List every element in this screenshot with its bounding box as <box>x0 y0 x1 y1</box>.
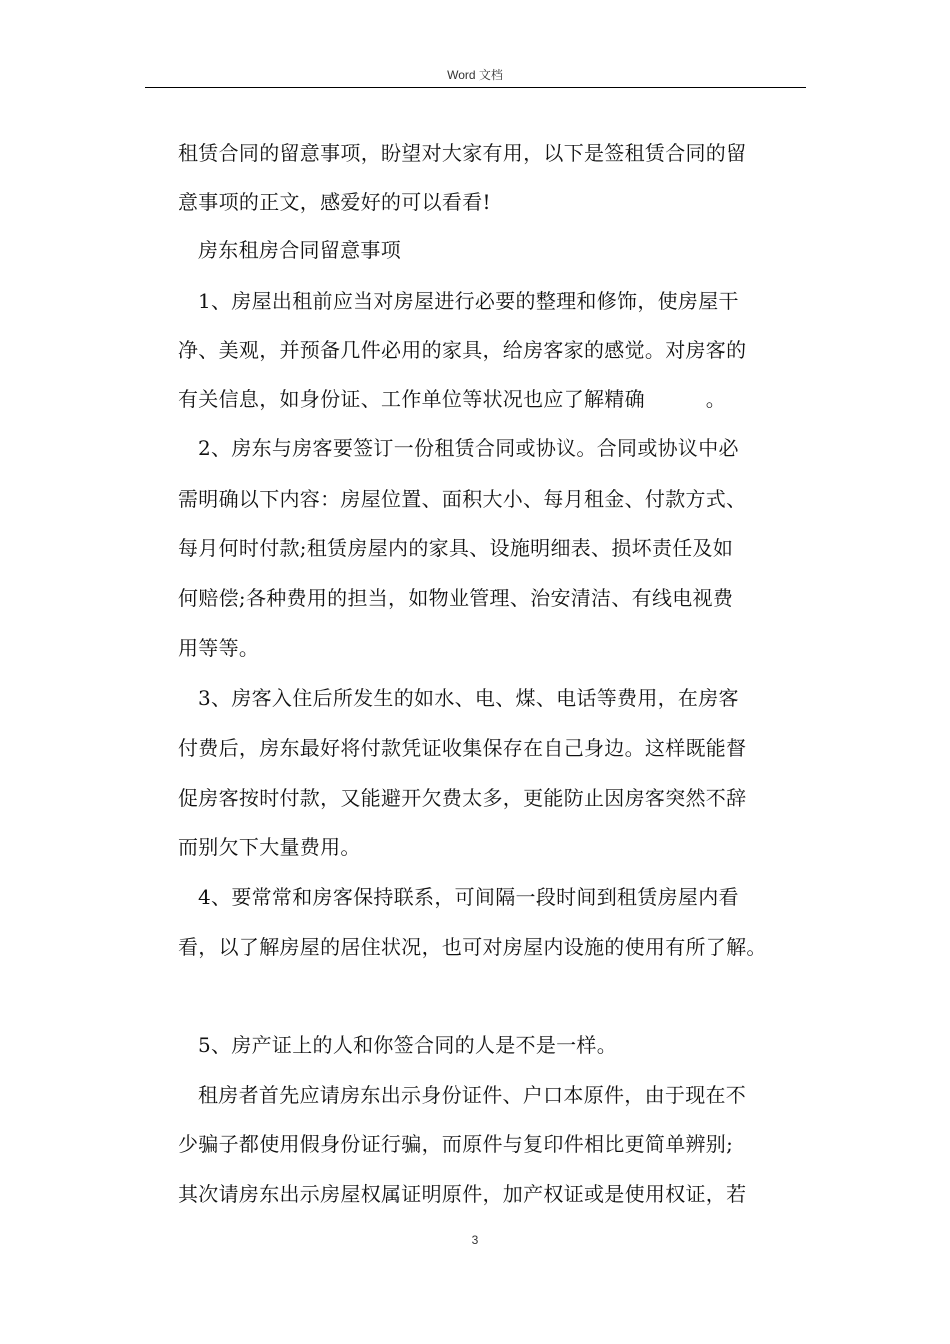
body-line: 其次请房东出示房屋权属证明原件，加产权证或是使用权证，若 <box>178 1182 747 1206</box>
body-line: 租房者首先应请房东出示身份证件、户口本原件，由于现在不 <box>198 1083 747 1107</box>
body-line: 3、房客入住后所发生的如水、电、煤、电话等费用，在房客 <box>198 686 739 710</box>
page-header: Word 文档 <box>447 68 503 82</box>
body-line: 意事项的正文，感爱好的可以看看! <box>178 190 491 214</box>
body-line: 有关信息，如身份证、工作单位等状况也应了解精确 。 <box>178 387 727 411</box>
body-line: 看，以了解房屋的居住状况，也可对房屋内设施的使用有所了解。 <box>178 935 767 959</box>
body-line: 促房客按时付款，又能避开欠费太多，更能防止因房客突然不辞 <box>178 786 747 810</box>
page-number: 3 <box>471 1233 479 1247</box>
body-line: 2、房东与房客要签订一份租赁合同或协议。合同或协议中必 <box>198 436 739 460</box>
body-line: 付费后，房东最好将付款凭证收集保存在自己身边。这样既能督 <box>178 736 747 760</box>
header-divider <box>145 87 806 88</box>
body-line: 每月何时付款;租赁房屋内的家具、设施明细表、损坏责任及如 <box>178 536 734 560</box>
body-line: 1、房屋出租前应当对房屋进行必要的整理和修饰，使房屋干 <box>198 289 739 313</box>
body-line: 5、房产证上的人和你签合同的人是不是一样。 <box>198 1033 618 1057</box>
body-line: 而别欠下大量费用。 <box>178 835 361 859</box>
body-line: 用等等。 <box>178 636 260 660</box>
body-line: 需明确以下内容：房屋位置、面积大小、每月租金、付款方式、 <box>178 487 747 511</box>
section-heading: 房东租房合同留意事项 <box>198 238 401 262</box>
body-line: 4、要常常和房客保持联系，可间隔一段时间到租赁房屋内看 <box>198 885 739 909</box>
body-line: 租赁合同的留意事项，盼望对大家有用，以下是签租赁合同的留 <box>178 141 747 165</box>
body-line: 何赔偿;各种费用的担当，如物业管理、治安清洁、有线电视费 <box>178 586 734 610</box>
body-line: 少骗子都使用假身份证行骗，而原件与复印件相比更简单辨别; <box>178 1132 734 1156</box>
body-line: 净、美观，并预备几件必用的家具，给房客家的感觉。对房客的 <box>178 338 747 362</box>
